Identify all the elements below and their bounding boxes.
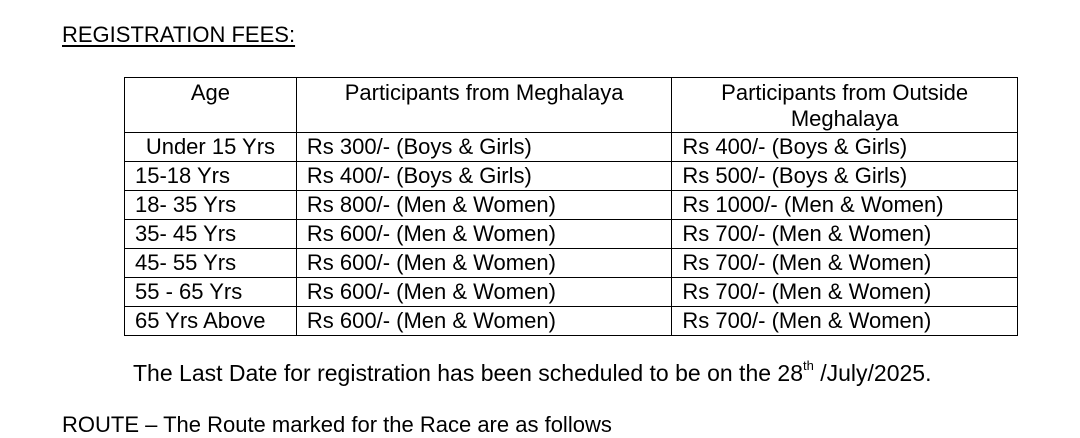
registration-fees-table	[124, 77, 1018, 336]
age-cell: 65 Yrs Above	[125, 307, 297, 336]
meghalaya-fee-cell: Rs 400/- (Boys & Girls)	[296, 162, 671, 191]
route-line-cutoff: ROUTE – The Route marked for the Race are as follows	[62, 412, 612, 437]
outside-fee-cell: Rs 400/- (Boys & Girls)	[672, 133, 1018, 162]
outside-fee-cell: Rs 700/- (Men & Women)	[672, 307, 1018, 336]
table-row	[125, 220, 1018, 249]
last-date-notice	[133, 360, 931, 387]
outside-fee-cell: Rs 1000/- (Men & Women)	[672, 191, 1018, 220]
header-meghalaya: Participants from Meghalaya	[296, 78, 671, 133]
meghalaya-fee-cell: Rs 600/- (Men & Women)	[296, 249, 671, 278]
registration-fees-heading: REGISTRATION FEES:	[62, 22, 296, 47]
table-header-row	[125, 78, 1018, 133]
last-date-suffix: /July/2025.	[813, 360, 932, 386]
outside-fee-cell: Rs 700/- (Men & Women)	[672, 249, 1018, 278]
header-age: Age	[125, 78, 297, 133]
table-row	[125, 249, 1018, 278]
table-row	[125, 278, 1018, 307]
meghalaya-fee-cell: Rs 600/- (Men & Women)	[296, 307, 671, 336]
table-row	[125, 162, 1018, 191]
age-cell: 15-18 Yrs	[125, 162, 297, 191]
meghalaya-fee-cell: Rs 800/- (Men & Women)	[296, 191, 671, 220]
age-cell: 35- 45 Yrs	[125, 220, 297, 249]
table-row	[125, 191, 1018, 220]
meghalaya-fee-cell: Rs 600/- (Men & Women)	[296, 278, 671, 307]
table-row	[125, 307, 1018, 336]
outside-fee-cell: Rs 500/- (Boys & Girls)	[672, 162, 1018, 191]
header-outside-meghalaya: Participants from Outside Meghalaya	[672, 78, 1018, 133]
age-cell: Under 15 Yrs	[125, 133, 297, 162]
table-row	[125, 133, 1018, 162]
meghalaya-fee-cell: Rs 300/- (Boys & Girls)	[296, 133, 671, 162]
age-cell: 55 - 65 Yrs	[125, 278, 297, 307]
age-cell: 45- 55 Yrs	[125, 249, 297, 278]
last-date-prefix: The Last Date for registration has been scheduled to be on the 28	[133, 360, 803, 386]
age-cell: 18- 35 Yrs	[125, 191, 297, 220]
last-date-ordinal-suffix: th	[803, 358, 814, 374]
outside-fee-cell: Rs 700/- (Men & Women)	[672, 220, 1018, 249]
meghalaya-fee-cell: Rs 600/- (Men & Women)	[296, 220, 671, 249]
outside-fee-cell: Rs 700/- (Men & Women)	[672, 278, 1018, 307]
